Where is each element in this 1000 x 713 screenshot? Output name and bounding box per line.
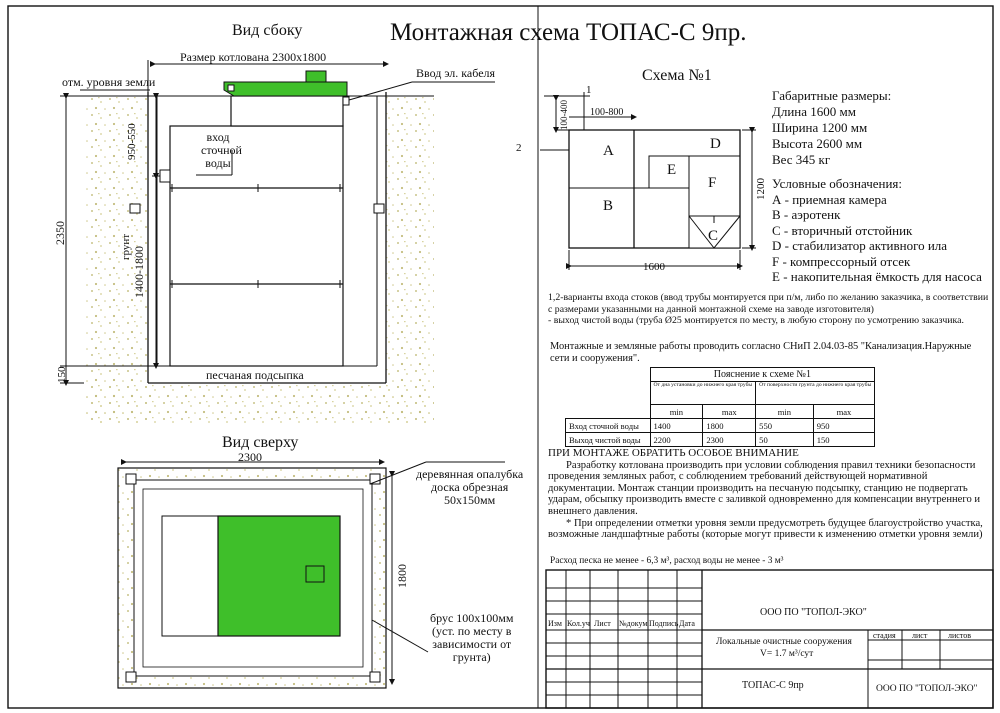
dim-1600: 1600 bbox=[643, 261, 665, 273]
table-row: Вход сточной воды 1400 1800 550 950 bbox=[566, 419, 875, 433]
dim-1200: 1200 bbox=[755, 178, 767, 200]
top-view-title: Вид сверху bbox=[222, 434, 299, 451]
scheme-drawing bbox=[540, 92, 756, 270]
attention-header: ПРИ МОНТАЖЕ ОБРАТИТЬ ОСОБОЕ ВНИМАНИЕ bbox=[548, 447, 799, 459]
cable-inlet-label: Ввод эл. кабеля bbox=[416, 66, 496, 80]
chamber-b: B bbox=[603, 198, 614, 214]
dim-100-400: 100-400 bbox=[559, 100, 569, 130]
inlet-variant-1: 1 bbox=[586, 84, 592, 96]
stamp-sheets: листов bbox=[948, 631, 971, 640]
main-title: Монтажная схема ТОПАС-С 9пр. bbox=[390, 19, 747, 46]
overall-dimensions: Габаритные размеры: Длина 1600 мм Ширина 1200 мм Высота 2600 мм Вес 345 кг bbox=[772, 88, 892, 167]
dim-150: 150 bbox=[56, 366, 68, 383]
scheme-title: Схема №1 bbox=[642, 67, 712, 84]
side-view-title: Вид сбоку bbox=[232, 22, 303, 39]
consumption-note: Расход песка не менее - 6,3 м³, расход воды не менее - 3 м³ bbox=[550, 556, 784, 566]
dim-1800: 1800 bbox=[395, 564, 409, 588]
dim-2350: 2350 bbox=[53, 221, 67, 245]
dim-100-800: 100-800 bbox=[590, 107, 624, 118]
stamp-model: ТОПАС-С 9пр bbox=[742, 680, 804, 691]
inlet-note: 1,2-варианты входа стоков (ввод трубы монтируется при п/м, либо по желанию заказчика, в соответствии с размерами указанными на данной монтажной схеме на заводе изготовителя) - выход чистой воды (труба Ø25 монтируется по месту, в любую сторону по усмотрению заказчика. bbox=[548, 292, 989, 326]
stamp-col-count: Кол.уч bbox=[567, 619, 590, 628]
chamber-e: E bbox=[667, 162, 677, 178]
formwork-label: деревянная опалубка доска обрезная 50х150мм bbox=[416, 467, 524, 507]
chamber-d: D bbox=[710, 136, 721, 152]
sewage-inlet-label: вход сточной воды bbox=[201, 130, 242, 170]
stamp-product: Локальные очистные сооружения bbox=[716, 637, 852, 647]
chamber-c: C bbox=[708, 228, 719, 244]
stamp-col-doc: №докум bbox=[619, 619, 648, 628]
chamber-f: F bbox=[708, 175, 717, 191]
stamp-capacity: V= 1.7 м³/сут bbox=[760, 649, 814, 659]
snip-note: Монтажные и земляные работы проводить согласно СНиП 2.04.03-85 "Канализация.Наружные сети и сооружения". bbox=[550, 341, 972, 364]
pit-size-label: Размер котлована 2300х1800 bbox=[180, 50, 327, 64]
attention-block: ПРИ МОНТАЖЕ ОБРАТИТЬ ОСОБОЕ ВНИМАНИЕ Разработку котлована производить при условии соблюдения правил техники безопасности проведения земляных работ, с соблюдением требований действующей нормативной документации. Монтаж станции производить на песчаную подсыпку, станцию не подвергать ударам, обсыпку производить вместе с заливкой одновременно для компенсации внутреннего и внешнего давления. * При определении отметки уровня земли предусмотреть будущее благоустройство участка, возможные ландшафтные работы (которые могут привести к изменению отметки уровня земли) bbox=[548, 448, 993, 541]
explanation-table: Пояснение к схеме №1 От дна установки до нижнего края трубы От поверхности грунта до нижнего края трубы min max min max Вход сточной воды 1400 1800 550 950 Выход чистой воды 2200 2300 50 150 bbox=[565, 367, 875, 447]
table-row: Выход чистой воды 2200 2300 50 150 bbox=[566, 433, 875, 447]
soil-label: грунт bbox=[120, 233, 132, 260]
sand-bed-label: песчаная подсыпка bbox=[206, 368, 304, 382]
stamp-sheet: лист bbox=[912, 631, 928, 640]
explanation-table-title: Пояснение к схеме №1 bbox=[650, 368, 875, 382]
chamber-a: A bbox=[603, 143, 614, 159]
stamp-col-date: Дата bbox=[679, 619, 695, 628]
dim-1400-1800: 1400-1800 bbox=[132, 246, 146, 298]
stamp-col-change: Изм bbox=[548, 619, 562, 628]
inlet-variant-2: 2 bbox=[516, 142, 522, 154]
ground-level-label: отм. уровня земли bbox=[62, 75, 156, 89]
beam-label: брус 100х100мм (уст. по месту в зависимости от грунта) bbox=[430, 611, 514, 664]
stamp-stage: стадия bbox=[873, 631, 896, 640]
stamp-company: ООО ПО "ТОПОЛ-ЭКО" bbox=[760, 607, 867, 618]
dim-950-550: 950-550 bbox=[126, 123, 138, 160]
stamp-company-2: ООО ПО "ТОПОЛ-ЭКО" bbox=[876, 684, 978, 694]
dim-2300: 2300 bbox=[238, 450, 262, 464]
stamp-col-sheet: Лист bbox=[594, 619, 611, 628]
stamp-col-sign: Подпись bbox=[649, 619, 679, 628]
legend: Условные обозначения: А - приемная камера В - аэротенк С - вторичный отстойник D - стабилизатор активного ила F - компрессорный отсек Е - накопительная ёмкость для насоса bbox=[772, 176, 982, 284]
